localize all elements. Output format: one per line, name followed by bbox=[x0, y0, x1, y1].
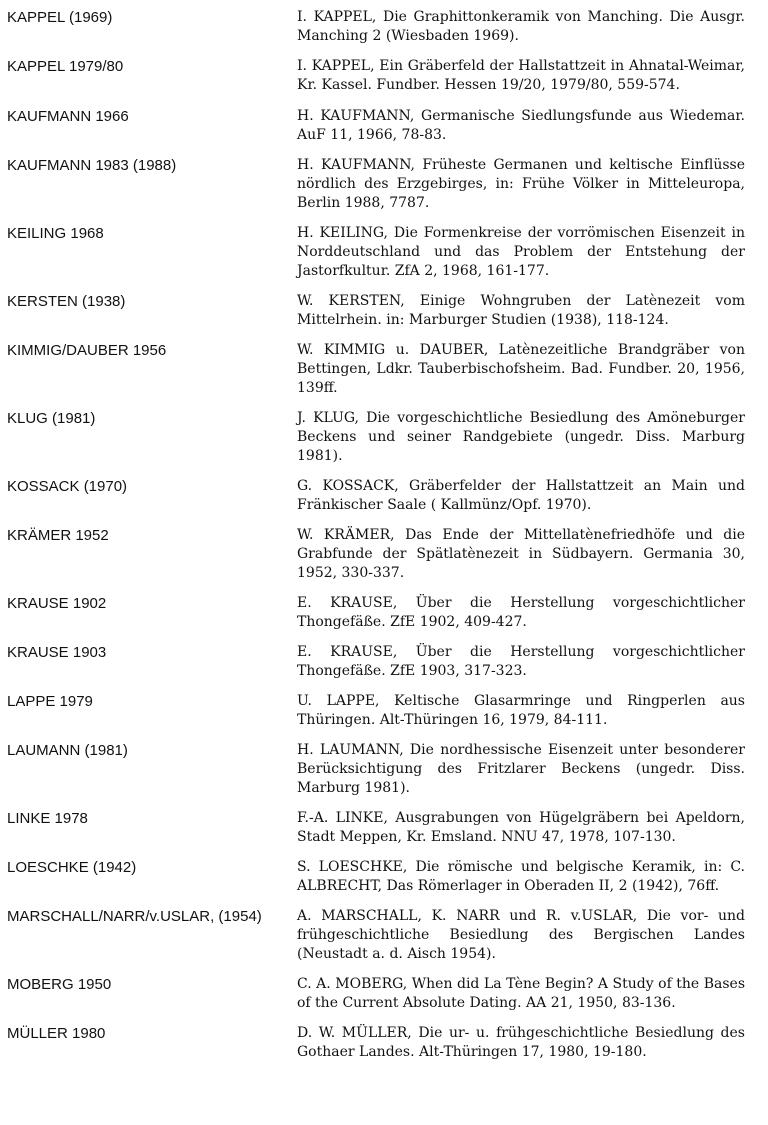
reference-text: W. KIMMIG u. DAUBER, Latènezeitliche Brandgräber von Bettingen, Ldkr. Tauberbischofsheim. Bad. Fundber. 20, 1956, 139ff. bbox=[297, 342, 745, 396]
reference-text: H. KAUFMANN, Germanische Siedlungsfunde aus Wiedemar. AuF 11, 1966, 78-83. bbox=[297, 108, 745, 143]
reference-text: W. KRÄMER, Das Ende der Mittellatènefriedhöfe und die Grabfunde der Spätlatènezeit in Südbayern. Germania 30, 1952, 330-337. bbox=[297, 527, 745, 581]
citation-key: MÜLLER 1980 bbox=[7, 1025, 106, 1042]
reference-text: G. KOSSACK, Gräberfelder der Hallstattzeit an Main und Fränkischer Saale ( Kallmünz/Opf. 1970). bbox=[297, 478, 745, 513]
bibliography-entry bbox=[0, 809, 768, 847]
reference-text: D. W. MÜLLER, Die ur- u. frühgeschichtliche Besiedlung des Gothaer Landes. Alt-Thüringen 17, 1980, 19-180. bbox=[297, 1025, 745, 1060]
bibliography-entry bbox=[0, 1024, 768, 1062]
citation-key: KAPPEL (1969) bbox=[7, 9, 113, 26]
citation-key: LAUMANN (1981) bbox=[7, 742, 128, 759]
citation-key: KRÄMER 1952 bbox=[7, 527, 109, 544]
bibliography-list bbox=[0, 8, 768, 1062]
citation-key: KIMMIG/DAUBER 1956 bbox=[7, 342, 167, 359]
citation-key: KAPPEL 1979/80 bbox=[7, 58, 124, 75]
bibliography-entry bbox=[0, 643, 768, 681]
reference-text: F.-A. LINKE, Ausgrabungen von Hügelgräbern bei Apeldorn, Stadt Meppen, Kr. Emsland. NNU 47, 1978, 107-130. bbox=[297, 810, 745, 845]
citation-key: LOESCHKE (1942) bbox=[7, 859, 137, 876]
bibliography-entry bbox=[0, 858, 768, 896]
citation-key: KAUFMANN 1966 bbox=[7, 108, 129, 125]
citation-key: KRAUSE 1903 bbox=[7, 644, 107, 661]
citation-key: MARSCHALL/NARR/v.USLAR, (1954) bbox=[7, 908, 262, 925]
reference-text: J. KLUG, Die vorgeschichtliche Besiedlung des Amöneburger Beckens und seiner Randgebiete (ungedr. Diss. Marburg 1981). bbox=[297, 410, 745, 464]
bibliography-entry bbox=[0, 975, 768, 1013]
bibliography-entry bbox=[0, 107, 768, 145]
reference-text: W. KERSTEN, Einige Wohngruben der Latènezeit vom Mittelrhein. in: Marburger Studien (1938), 118-124. bbox=[297, 293, 745, 328]
reference-text: E. KRAUSE, Über die Herstellung vorgeschichtlicher Thongefäße. ZfE 1903, 317-323. bbox=[297, 644, 745, 679]
reference-text: E. KRAUSE, Über die Herstellung vorgeschichtlicher Thongefäße. ZfE 1902, 409-427. bbox=[297, 595, 745, 630]
bibliography-entry bbox=[0, 341, 768, 398]
citation-key: KRAUSE 1902 bbox=[7, 595, 107, 612]
citation-key: LINKE 1978 bbox=[7, 810, 88, 827]
citation-key: KLUG (1981) bbox=[7, 410, 96, 427]
citation-key: KEILING 1968 bbox=[7, 225, 104, 242]
citation-key: KAUFMANN 1983 (1988) bbox=[7, 157, 177, 174]
reference-text: I. KAPPEL, Die Graphittonkeramik von Manching. Die Ausgr. Manching 2 (Wiesbaden 1969). bbox=[297, 9, 745, 44]
bibliography-entry bbox=[0, 8, 768, 46]
reference-text: S. LOESCHKE, Die römische und belgische Keramik, in: C. ALBRECHT, Das Römerlager in Oberaden II, 2 (1942), 76ff. bbox=[297, 859, 745, 894]
bibliography-entry bbox=[0, 907, 768, 964]
bibliography-entry bbox=[0, 156, 768, 213]
reference-text: H. LAUMANN, Die nordhessische Eisenzeit unter besonderer Berücksichtigung des Fritzlarer Beckens (ungedr. Diss. Marburg 1981). bbox=[297, 742, 745, 796]
citation-key: KERSTEN (1938) bbox=[7, 293, 126, 310]
bibliography-entry bbox=[0, 57, 768, 95]
reference-text: H. KAUFMANN, Früheste Germanen und keltische Einflüsse nördlich des Erzgebirges, in: Frühe Völker in Mitteleuropa, Berlin 1988, 7787. bbox=[297, 157, 745, 211]
reference-text: H. KEILING, Die Formenkreise der vorrömischen Eisenzeit in Norddeutschland und das Problem der Entstehung der Jastorfkultur. ZfA 2, 1968, 161-177. bbox=[297, 225, 745, 279]
reference-text: C. A. MOBERG, When did La Tène Begin? A Study of the Bases of the Current Absolute Dating. AA 21, 1950, 83-136. bbox=[297, 976, 745, 1011]
bibliography-entry bbox=[0, 292, 768, 330]
citation-key: LAPPE 1979 bbox=[7, 693, 93, 710]
bibliography-entry bbox=[0, 477, 768, 515]
bibliography-entry bbox=[0, 692, 768, 730]
bibliography-entry bbox=[0, 409, 768, 466]
bibliography-entry bbox=[0, 224, 768, 281]
bibliography-entry bbox=[0, 594, 768, 632]
bibliography-entry bbox=[0, 526, 768, 583]
reference-text: I. KAPPEL, Ein Gräberfeld der Hallstattzeit in Ahnatal-Weimar, Kr. Kassel. Fundber. Hessen 19/20, 1979/80, 559-574. bbox=[297, 58, 745, 93]
citation-key: KOSSACK (1970) bbox=[7, 478, 128, 495]
bibliography-entry bbox=[0, 741, 768, 798]
citation-key: MOBERG 1950 bbox=[7, 976, 112, 993]
reference-text: U. LAPPE, Keltische Glasarmringe und Ringperlen aus Thüringen. Alt-Thüringen 16, 1979, 84-111. bbox=[297, 693, 745, 728]
reference-text: A. MARSCHALL, K. NARR und R. v.USLAR, Die vor- und frühgeschichtliche Besiedlung des Bergischen Landes (Neustadt a. d. Aisch 1954). bbox=[297, 908, 745, 962]
